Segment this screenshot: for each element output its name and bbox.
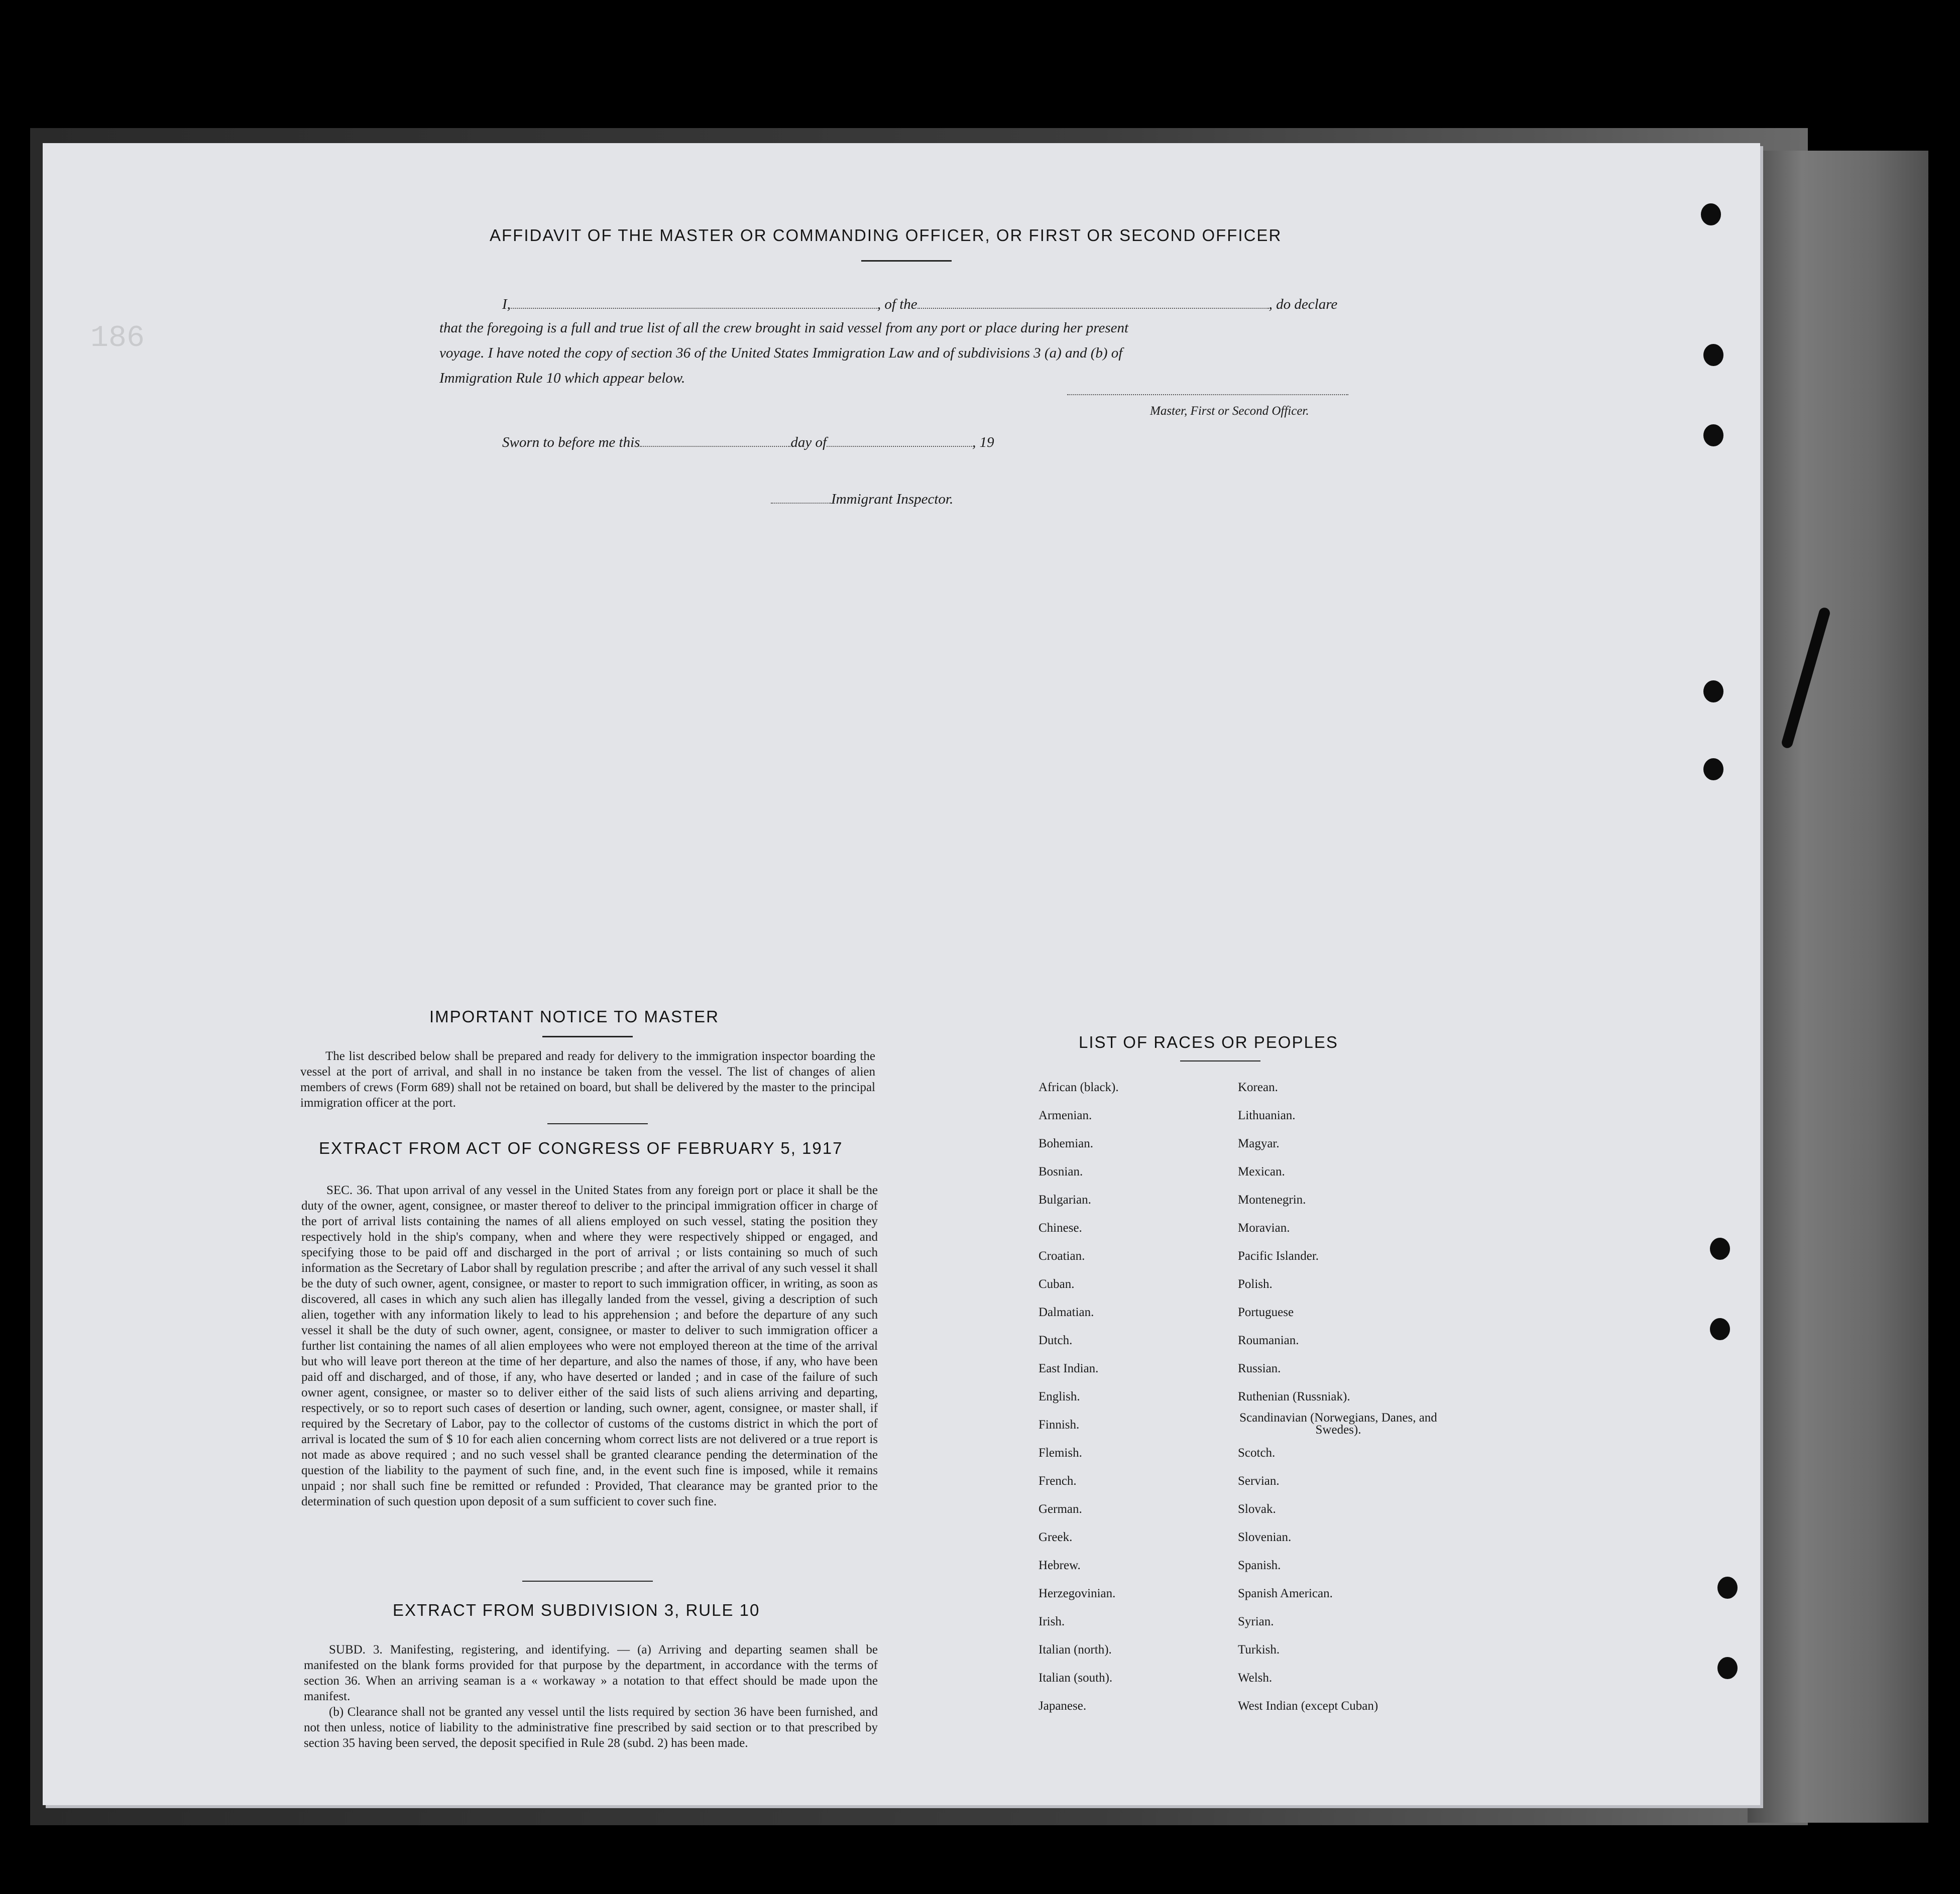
punch-hole <box>1710 1238 1730 1260</box>
race-item: Welsh. <box>1238 1671 1273 1685</box>
race-item: Ruthenian (Russniak). <box>1238 1390 1350 1403</box>
month-blank <box>827 446 972 447</box>
race-item: Russian. <box>1238 1362 1281 1375</box>
affidavit-line2: that the foregoing is a full and true list of all the crew brought in said vessel from any port or place during her present <box>439 320 1129 336</box>
race-item: Croatian. <box>1039 1249 1085 1263</box>
race-item: East Indian. <box>1039 1362 1099 1375</box>
race-item: Flemish. <box>1039 1446 1082 1460</box>
affidavit-title: AFFIDAVIT OF THE MASTER OR COMMANDING OFFICER, OR FIRST OR SECOND OFFICER <box>490 226 1282 245</box>
act-title: EXTRACT FROM ACT OF CONGRESS OF FEBRUARY 5, 1917 <box>319 1139 843 1157</box>
race-item: Roumanian. <box>1238 1334 1299 1347</box>
rule-title: EXTRACT FROM SUBDIVISION 3, RULE 10 <box>393 1601 760 1619</box>
underlying-page-edge <box>1748 151 1928 1823</box>
race-item: West Indian (except Cuban) <box>1238 1699 1378 1713</box>
affidavit-line3: voyage. I have noted the copy of section 36 of the United States Immigration Law and of subdivisions 3 (a) and (b) of <box>439 345 1123 361</box>
affidavit-do-declare: , do declare <box>1269 296 1338 312</box>
race-item: Pacific Islander. <box>1238 1249 1319 1263</box>
separator <box>547 1123 648 1124</box>
race-item: Syrian. <box>1238 1615 1274 1628</box>
notice-title: IMPORTANT NOTICE TO MASTER <box>429 1007 720 1026</box>
race-item: Armenian. <box>1039 1109 1092 1122</box>
race-item: Servian. <box>1238 1474 1280 1488</box>
race-item: Dalmatian. <box>1039 1306 1094 1319</box>
punch-hole <box>1710 1318 1730 1340</box>
race-item: Finnish. <box>1039 1418 1080 1432</box>
inspector-blank <box>771 503 831 504</box>
sworn-line <box>502 434 994 451</box>
race-item: Mexican. <box>1238 1165 1285 1178</box>
races-underline <box>1180 1060 1260 1061</box>
race-item: Dutch. <box>1039 1334 1073 1347</box>
race-item: Cuban. <box>1039 1277 1075 1291</box>
race-item: Irish. <box>1039 1615 1065 1628</box>
race-item: Greek. <box>1039 1530 1073 1544</box>
race-item: Chinese. <box>1039 1221 1082 1235</box>
notice-text: The list described below shall be prepared and ready for delivery to the immigration inspector boarding the vessel at the port of arrival, and shall in no instance be taken from the vessel. The list of changes of alien members of crews (Form 689) shall not be retained on board, but shall be delivered by the master to the principal immigration officer at the port. <box>300 1049 875 1110</box>
race-item: Herzegovinian. <box>1039 1587 1116 1600</box>
race-item: Lithuanian. <box>1238 1109 1296 1122</box>
race-item: Montenegrin. <box>1238 1193 1306 1207</box>
race-item: German. <box>1039 1502 1082 1516</box>
punch-hole <box>1703 758 1723 780</box>
name-blank <box>511 308 877 309</box>
race-item: Slovenian. <box>1238 1530 1292 1544</box>
affidavit-of-the: , of the <box>877 296 917 312</box>
race-item: Korean. <box>1238 1081 1278 1094</box>
race-item: Italian (south). <box>1039 1671 1113 1685</box>
race-item: African (black). <box>1039 1081 1119 1094</box>
affidavit-line1 <box>502 296 1337 313</box>
inspector-line <box>771 491 953 508</box>
rule-text-a: SUBD. 3. Manifesting, registering, and identifying. — (a) Arriving and departing seamen shall be manifested on the blank forms provided for that purpose by the department, in accordance with the terms of section 36. When an arriving seaman is a « workaway » a notation to that effect should be made upon the manifest. <box>304 1643 878 1703</box>
race-item: Turkish. <box>1238 1643 1280 1656</box>
signature-line <box>1067 394 1348 395</box>
year-text: , 19 <box>972 434 994 450</box>
sworn-text: Sworn to before me this <box>502 434 640 450</box>
race-item: Spanish American. <box>1238 1587 1333 1600</box>
race-item: Bosnian. <box>1039 1165 1083 1178</box>
race-item: Hebrew. <box>1039 1559 1081 1572</box>
signature-caption: Master, First or Second Officer. <box>1150 404 1309 418</box>
race-item: Japanese. <box>1039 1699 1087 1713</box>
race-item: Portuguese <box>1238 1306 1294 1319</box>
race-item: Spanish. <box>1238 1559 1281 1572</box>
punch-hole <box>1703 344 1723 366</box>
margin-number: 186 <box>90 321 145 356</box>
day-blank <box>640 446 790 447</box>
inspector-caption: Immigrant Inspector. <box>831 491 954 507</box>
punch-hole <box>1701 203 1721 225</box>
separator <box>522 1581 653 1582</box>
race-item: Scotch. <box>1238 1446 1276 1460</box>
rule-text-b: (b) Clearance shall not be granted any vessel until the lists required by section 36 have been furnished, and not then unless, notice of liability to the administrative fine prescribed by said section or to that prescribed by section 35 having been served, the deposit specified in Rule 28 (subd. 2) has been made. <box>304 1705 878 1750</box>
punch-hole <box>1703 424 1723 446</box>
race-item: Bulgarian. <box>1039 1193 1091 1207</box>
vessel-blank <box>917 308 1269 309</box>
race-item: Polish. <box>1238 1277 1273 1291</box>
race-item: Magyar. <box>1238 1137 1280 1150</box>
document-sheet <box>43 143 1760 1805</box>
race-item: French. <box>1039 1474 1077 1488</box>
punch-hole <box>1717 1657 1738 1679</box>
race-item: Bohemian. <box>1039 1137 1094 1150</box>
title-underline <box>861 260 952 262</box>
day-of-text: day of <box>790 434 827 450</box>
punch-hole <box>1703 680 1723 702</box>
race-item: Slovak. <box>1238 1502 1276 1516</box>
race-item: English. <box>1039 1390 1080 1403</box>
affidavit-i: I, <box>502 296 511 312</box>
race-item: Italian (north). <box>1039 1643 1112 1656</box>
race-item: Moravian. <box>1238 1221 1290 1235</box>
act-text: SEC. 36. That upon arrival of any vessel in the United States from any foreign port or place it shall be the duty of the owner, agent, consignee, or master thereof to deliver to the principal immigration officer in charge of the port of arrival lists containing the names of all aliens employed on such vessel, stating the position they respectively hold in the ship's company, when and where they were respectively shipped or engaged, and specifying those to be paid off and discharged in the port of arrival ; or lists containing so much of such information as the Secretary of Labor shall by regulation prescribe ; and after the arrival of any such vessel it shall be the duty of such owner, agent, consignee, or master to report to such immigration officer, in writing, as soon as discovered, all cases in which any such alien has illegally landed from the vessel, giving a description of such alien, together with any information likely to lead to his apprehension ; and before the departure of any such vessel it shall be the duty of such owner, agent, consignee, or master to deliver to such immigration officer a further list containing the names of all alien employees who were not employed thereon at the time of the arrival but who will leave port thereon at the time of her departure, and also the names of those, if any, who have been paid off and discharged, and of those, if any, who have deserted or landed ; and in case of the failure of such owner agent, consignee, or master so to deliver either of the said lists of such aliens arriving and departing, respectively, or so to report such cases of desertion or landing, such owner, agent, consignee, or master shall, if required by the Secretary of Labor, pay to the collector of customs of the customs district in which the port of arrival is located the sum of $ 10 for each alien concerning whom correct lists are not delivered or a true report is not made as above required ; and no such vessel shall be granted clearance pending the determination of the question of the liability to the payment of such fine, and, in the event such fine is imposed, while it remains unpaid ; nor shall such fine be remitted or refunded : Provided, That clearance may be granted prior to the determination of such question upon deposit of a sum sufficient to cover such fine. <box>301 1183 878 1508</box>
punch-hole <box>1717 1577 1738 1599</box>
races-title: LIST OF RACES OR PEOPLES <box>1079 1033 1338 1051</box>
affidavit-line4: Immigration Rule 10 which appear below. <box>439 370 685 386</box>
race-item: Scandinavian (Norwegians, Danes, and Swedes). <box>1239 1411 1437 1437</box>
notice-underline <box>542 1036 633 1037</box>
